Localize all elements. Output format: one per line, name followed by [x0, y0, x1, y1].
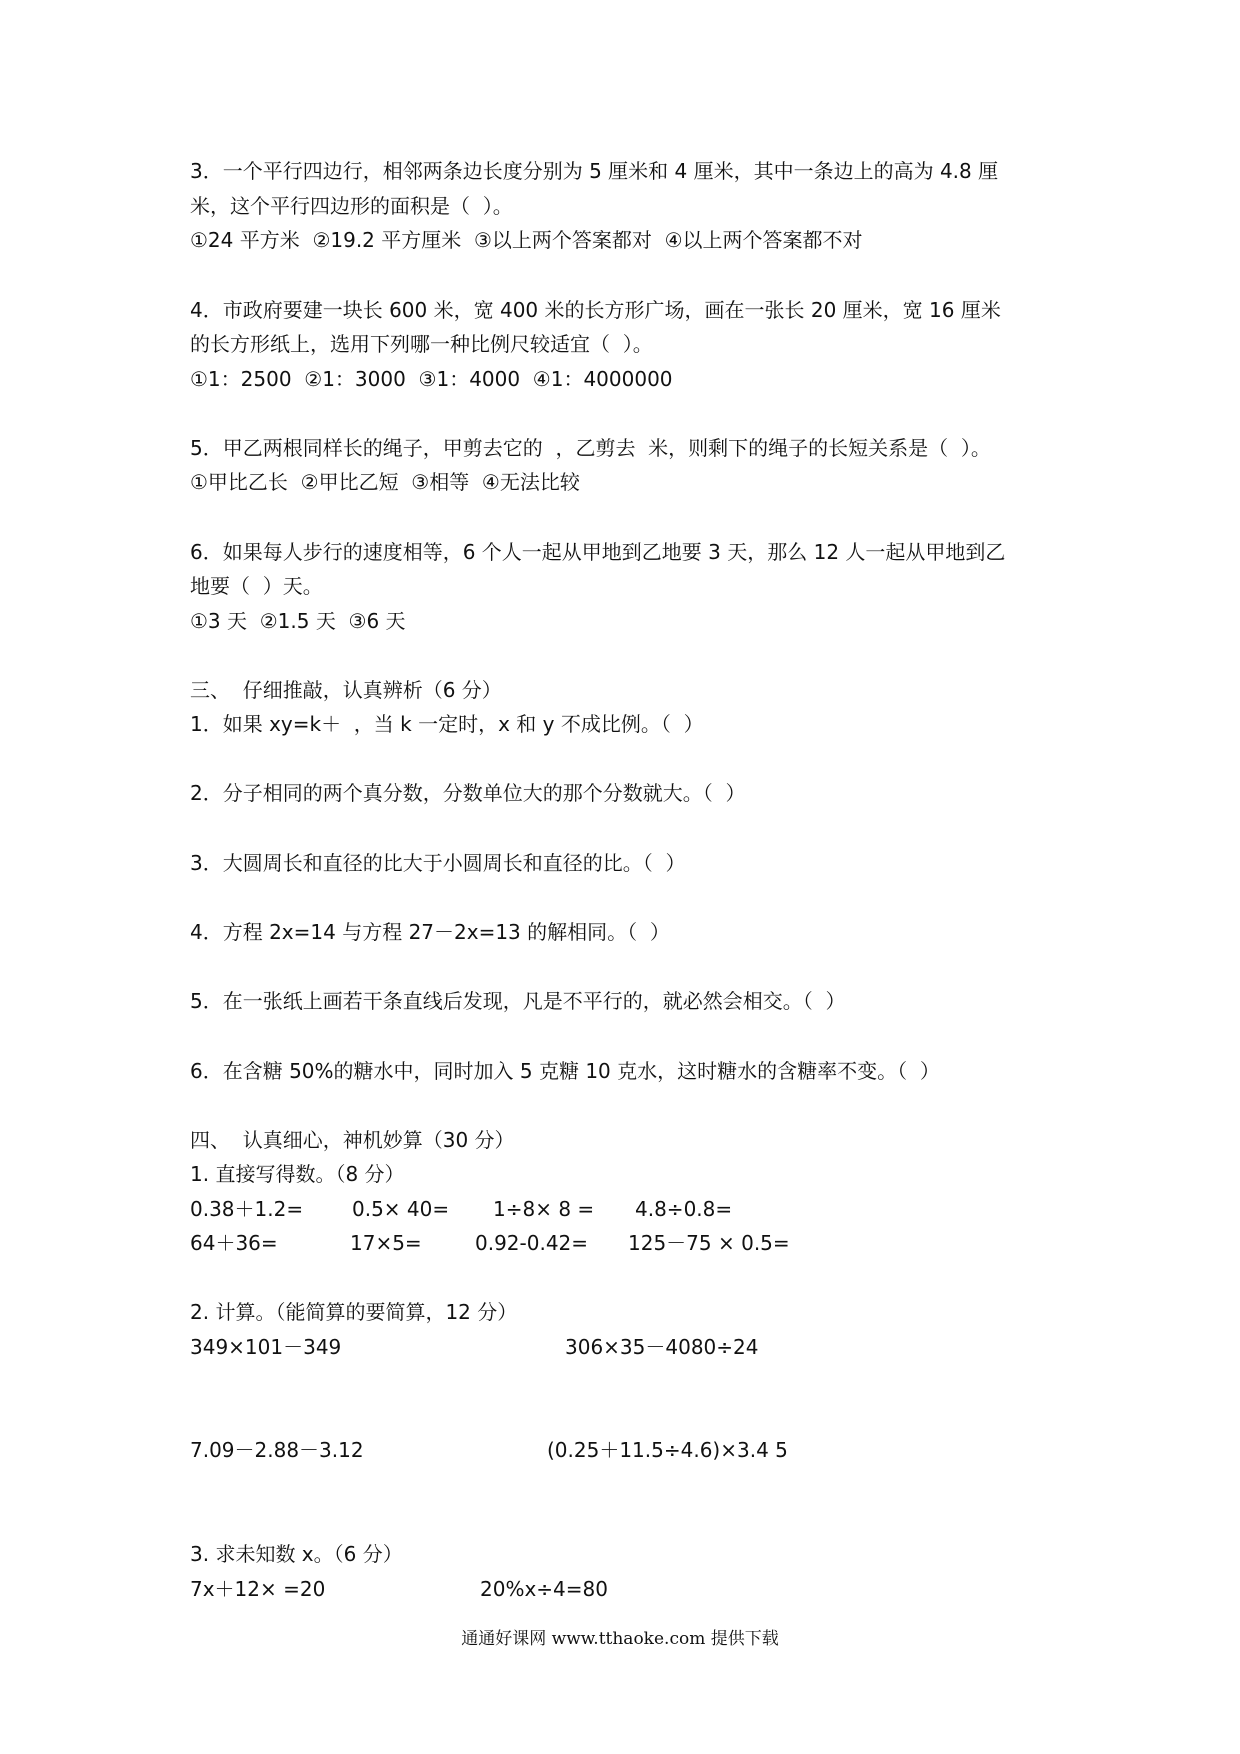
question-6-line-1: 6．如果每人步行的速度相等，6 个人一起从甲地到乙地要 3 天，那么 12 人一起从甲地到乙 — [190, 540, 1006, 564]
part-2-title: 2. 计算。（能简算的要简算，12 分） — [190, 1300, 518, 1324]
judge-item-4: 4．方程 2x=14 与方程 27－2x=13 的解相同。（ ） — [190, 920, 670, 944]
oral-calc-item: 17×5= — [350, 1231, 422, 1255]
calc-item: (0.25＋11.5÷4.6)×3.4 5 — [547, 1438, 788, 1462]
oral-calc-item: 4.8÷0.8= — [635, 1197, 733, 1221]
question-3-line-2: 米，这个平行四边形的面积是（ ）。 — [190, 194, 513, 218]
question-5-options: ①甲比乙长 ②甲比乙短 ③相等 ④无法比较 — [190, 470, 580, 494]
judge-item-6: 6．在含糖 50%的糖水中，同时加入 5 克糖 10 克水，这时糖水的含糖率不变。（ ） — [190, 1059, 940, 1083]
question-6-line-2: 地要（ ）天。 — [190, 574, 323, 598]
oral-calc-item: 0.92-0.42= — [475, 1231, 589, 1255]
judge-item-5: 5．在一张纸上画若干条直线后发现，凡是不平行的，就必然会相交。（ ） — [190, 989, 846, 1013]
calc-row-2 — [190, 1437, 788, 1541]
oral-calc-item: 125－75 × 0.5= — [628, 1231, 790, 1255]
equation-item: 7x＋12× =20 — [190, 1577, 326, 1601]
question-6-options: ①3 天 ②1.5 天 ③6 天 — [190, 609, 406, 633]
question-4-line-1: 4．市政府要建一块长 600 米，宽 400 米的长方形广场，画在一张长 20 厘米，宽 16 厘米 — [190, 298, 1001, 322]
judge-item-2: 2．分子相同的两个真分数，分数单位大的那个分数就大。（ ） — [190, 781, 746, 805]
equation-item: 20%x÷4=80 — [480, 1577, 608, 1601]
calc-item: 306×35－4080÷24 — [565, 1335, 759, 1359]
question-4-line-2: 的长方形纸上，选用下列哪一种比例尺较适宜（ ）。 — [190, 332, 653, 356]
section-4-heading: 四、 认真细心，神机妙算（30 分） — [190, 1128, 515, 1152]
judge-item-1: 1．如果 xy=k＋ ，当 k 一定时，x 和 y 不成比例。（ ） — [190, 712, 704, 736]
oral-calc-item: 0.5× 40= — [352, 1197, 450, 1221]
question-3-options: ①24 平方米 ②19.2 平方厘米 ③以上两个答案都对 ④以上两个答案都不对 — [190, 228, 863, 252]
question-3-line-1: 3．一个平行四边行，相邻两条边长度分别为 5 厘米和 4 厘米，其中一条边上的高为 4.8 厘 — [190, 159, 999, 183]
download-footer: 通通好课网 www.tthaoke.com 提供下载 — [461, 1629, 779, 1649]
part-1-title: 1. 直接写得数。（8 分） — [190, 1162, 405, 1186]
oral-calc-item: 64＋36= — [190, 1231, 278, 1255]
calc-row-1 — [190, 1334, 759, 1438]
calc-item: 349×101－349 — [190, 1335, 342, 1359]
part-3-title: 3. 求未知数 x。（6 分） — [190, 1542, 403, 1566]
judge-item-3: 3．大圆周长和直径的比大于小圆周长和直径的比。（ ） — [190, 851, 686, 875]
question-5-line-1: 5．甲乙两根同样长的绳子，甲剪去它的 ，乙剪去 米，则剩下的绳子的长短关系是（ ）。 — [190, 436, 991, 460]
section-3-heading: 三、 仔细推敲，认真辨析（6 分） — [190, 678, 502, 702]
question-4-options: ①1：2500 ②1：3000 ③1：4000 ④1：4000000 — [190, 367, 673, 391]
oral-calc-item: 0.38＋1.2= — [190, 1197, 304, 1221]
oral-calc-item: 1÷8× 8 = — [493, 1197, 595, 1221]
calc-item: 7.09－2.88－3.12 — [190, 1438, 364, 1462]
